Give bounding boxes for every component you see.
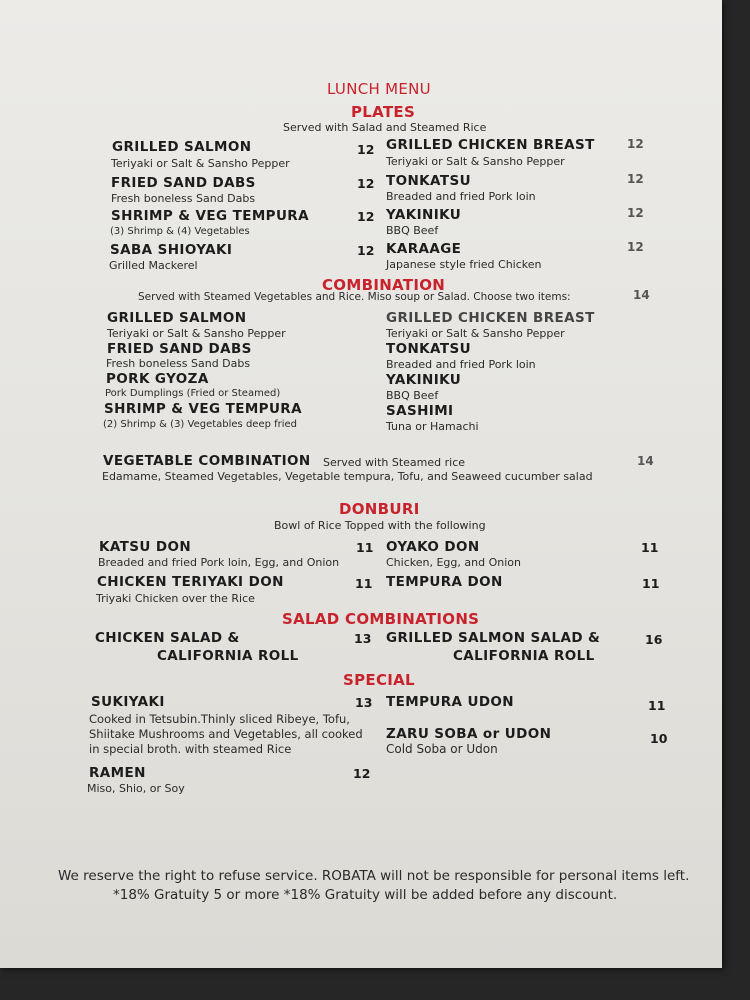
menu-item-price: 11: [642, 576, 660, 591]
menu-item-price: 12: [627, 240, 644, 254]
zaru-desc: Cold Soba or Udon: [386, 742, 498, 756]
menu-item-desc: Breaded and fried Pork loin: [386, 358, 536, 371]
menu-item-name: KARAAGE: [386, 241, 462, 257]
salad-right-line1: GRILLED SALMON SALAD &: [386, 630, 601, 646]
menu-item-desc: Chicken, Egg, and Onion: [386, 556, 521, 569]
ramen-name: RAMEN: [89, 765, 146, 781]
combination-heading: COMBINATION: [322, 276, 446, 294]
sukiyaki-price: 13: [355, 695, 373, 710]
menu-item-name: TONKATSU: [386, 341, 471, 357]
menu-item-desc: (2) Shrimp & (3) Vegetables deep fried: [103, 419, 298, 430]
ramen-desc: Miso, Shio, or Soy: [87, 782, 185, 795]
menu-item-price: 12: [357, 209, 375, 224]
salad-right-price: 16: [645, 632, 663, 647]
menu-item-desc: Teriyaki or Salt & Sansho Pepper: [107, 327, 286, 340]
menu-item-name: GRILLED CHICKEN BREAST: [386, 310, 595, 326]
special-heading: SPECIAL: [343, 671, 415, 689]
menu-item-name: SASHIMI: [386, 403, 454, 419]
zaru-name: ZARU SOBA or UDON: [386, 726, 552, 742]
menu-item-name: FRIED SAND DABS: [107, 341, 252, 357]
donburi-subtitle: Bowl of Rice Topped with the following: [274, 519, 486, 532]
salad-left-line2: CALIFORNIA ROLL: [157, 648, 299, 664]
vegetable-combination-name: VEGETABLE COMBINATION: [103, 453, 311, 469]
vegetable-combination-note: Served with Steamed rice: [323, 456, 466, 469]
menu-item-price: 12: [357, 243, 375, 258]
menu-item-name: KATSU DON: [99, 539, 192, 555]
donburi-heading: DONBURI: [339, 500, 420, 518]
sukiyaki-desc-3: in special broth. with steamed Rice: [89, 742, 292, 756]
sukiyaki-desc-1: Cooked in Tetsubin.Thinly sliced Ribeye, Tofu,: [89, 712, 350, 726]
menu-item-price: 12: [627, 137, 644, 151]
tempura-udon-name: TEMPURA UDON: [386, 694, 515, 710]
footer-line-2: *18% Gratuity 5 or more *18% Gratuity will be added before any discount.: [113, 887, 618, 903]
tempura-udon-price: 11: [648, 698, 666, 713]
menu-item-name: PORK GYOZA: [106, 371, 209, 387]
plates-heading: PLATES: [351, 103, 416, 121]
menu-item-name: TONKATSU: [386, 173, 471, 189]
menu-item-name: YAKINIKU: [386, 372, 462, 388]
menu-item-name: GRILLED SALMON: [107, 310, 247, 326]
combination-price: 14: [633, 288, 650, 302]
menu-item-name: YAKINIKU: [386, 207, 462, 223]
salad-right-line2: CALIFORNIA ROLL: [453, 648, 595, 664]
sukiyaki-name: SUKIYAKI: [91, 694, 165, 710]
sukiyaki-desc-2: Shiitake Mushrooms and Vegetables, all cooked: [89, 727, 363, 741]
menu-item-name: SABA SHIOYAKI: [110, 242, 233, 258]
menu-item-desc: Breaded and fried Pork loin: [386, 190, 536, 203]
menu-item-name: FRIED SAND DABS: [111, 175, 256, 191]
combination-subtitle: Served with Steamed Vegetables and Rice. Miso soup or Salad. Choose two items:: [138, 291, 571, 303]
menu-item-price: 11: [356, 540, 374, 555]
menu-item-desc: Fresh boneless Sand Dabs: [106, 357, 251, 370]
vegetable-combination-desc: Edamame, Steamed Vegetables, Vegetable tempura, Tofu, and Seaweed cucumber salad: [102, 470, 593, 483]
menu-item-name: OYAKO DON: [386, 539, 480, 555]
ramen-price: 12: [353, 766, 371, 781]
menu-item-desc: BBQ Beef: [386, 389, 439, 402]
menu-item-price: 12: [357, 176, 375, 191]
menu-item-desc: Teriyaki or Salt & Sansho Pepper: [386, 327, 565, 340]
menu-item-price: 11: [641, 540, 659, 555]
menu-title: LUNCH MENU: [327, 80, 431, 98]
menu-item-desc: BBQ Beef: [386, 224, 439, 237]
menu-item-desc: (3) Shrimp & (4) Vegetables: [110, 226, 250, 237]
menu-item-desc: Pork Dumplings (Fried or Steamed): [105, 388, 281, 399]
plates-subtitle: Served with Salad and Steamed Rice: [283, 121, 487, 134]
menu-item-name: TEMPURA DON: [386, 574, 503, 590]
menu-item-desc: Breaded and fried Pork loin, Egg, and Onion: [98, 556, 340, 569]
salad-left-line1: CHICKEN SALAD &: [95, 630, 240, 646]
salad-heading: SALAD COMBINATIONS: [282, 610, 480, 628]
menu-item-price: 12: [357, 142, 375, 157]
salad-left-price: 13: [354, 631, 372, 646]
menu-item-price: 11: [355, 576, 373, 591]
footer-line-1: We reserve the right to refuse service. ROBATA will not be responsible for personal items left.: [58, 868, 690, 884]
menu-item-price: 12: [627, 172, 644, 186]
menu-item-name: SHRIMP & VEG TEMPURA: [104, 401, 302, 417]
menu-item-desc: Fresh boneless Sand Dabs: [111, 192, 256, 205]
menu-item-name: GRILLED CHICKEN BREAST: [386, 137, 595, 153]
menu-item-name: SHRIMP & VEG TEMPURA: [111, 208, 309, 224]
menu-item-desc: Japanese style fried Chicken: [386, 258, 542, 271]
zaru-price: 10: [650, 731, 668, 746]
menu-item-desc: Tuna or Hamachi: [386, 420, 479, 433]
menu-item-name: CHICKEN TERIYAKI DON: [97, 574, 284, 590]
menu-item-desc: Grilled Mackerel: [109, 259, 198, 272]
menu-item-desc: Teriyaki or Salt & Sansho Pepper: [386, 155, 565, 168]
menu-item-desc: Teriyaki or Salt & Sansho Pepper: [111, 157, 290, 170]
vegetable-combination-price: 14: [637, 454, 654, 468]
menu-item-price: 12: [627, 206, 644, 220]
menu-item-name: GRILLED SALMON: [112, 139, 252, 155]
menu-item-desc: Triyaki Chicken over the Rice: [96, 592, 255, 605]
